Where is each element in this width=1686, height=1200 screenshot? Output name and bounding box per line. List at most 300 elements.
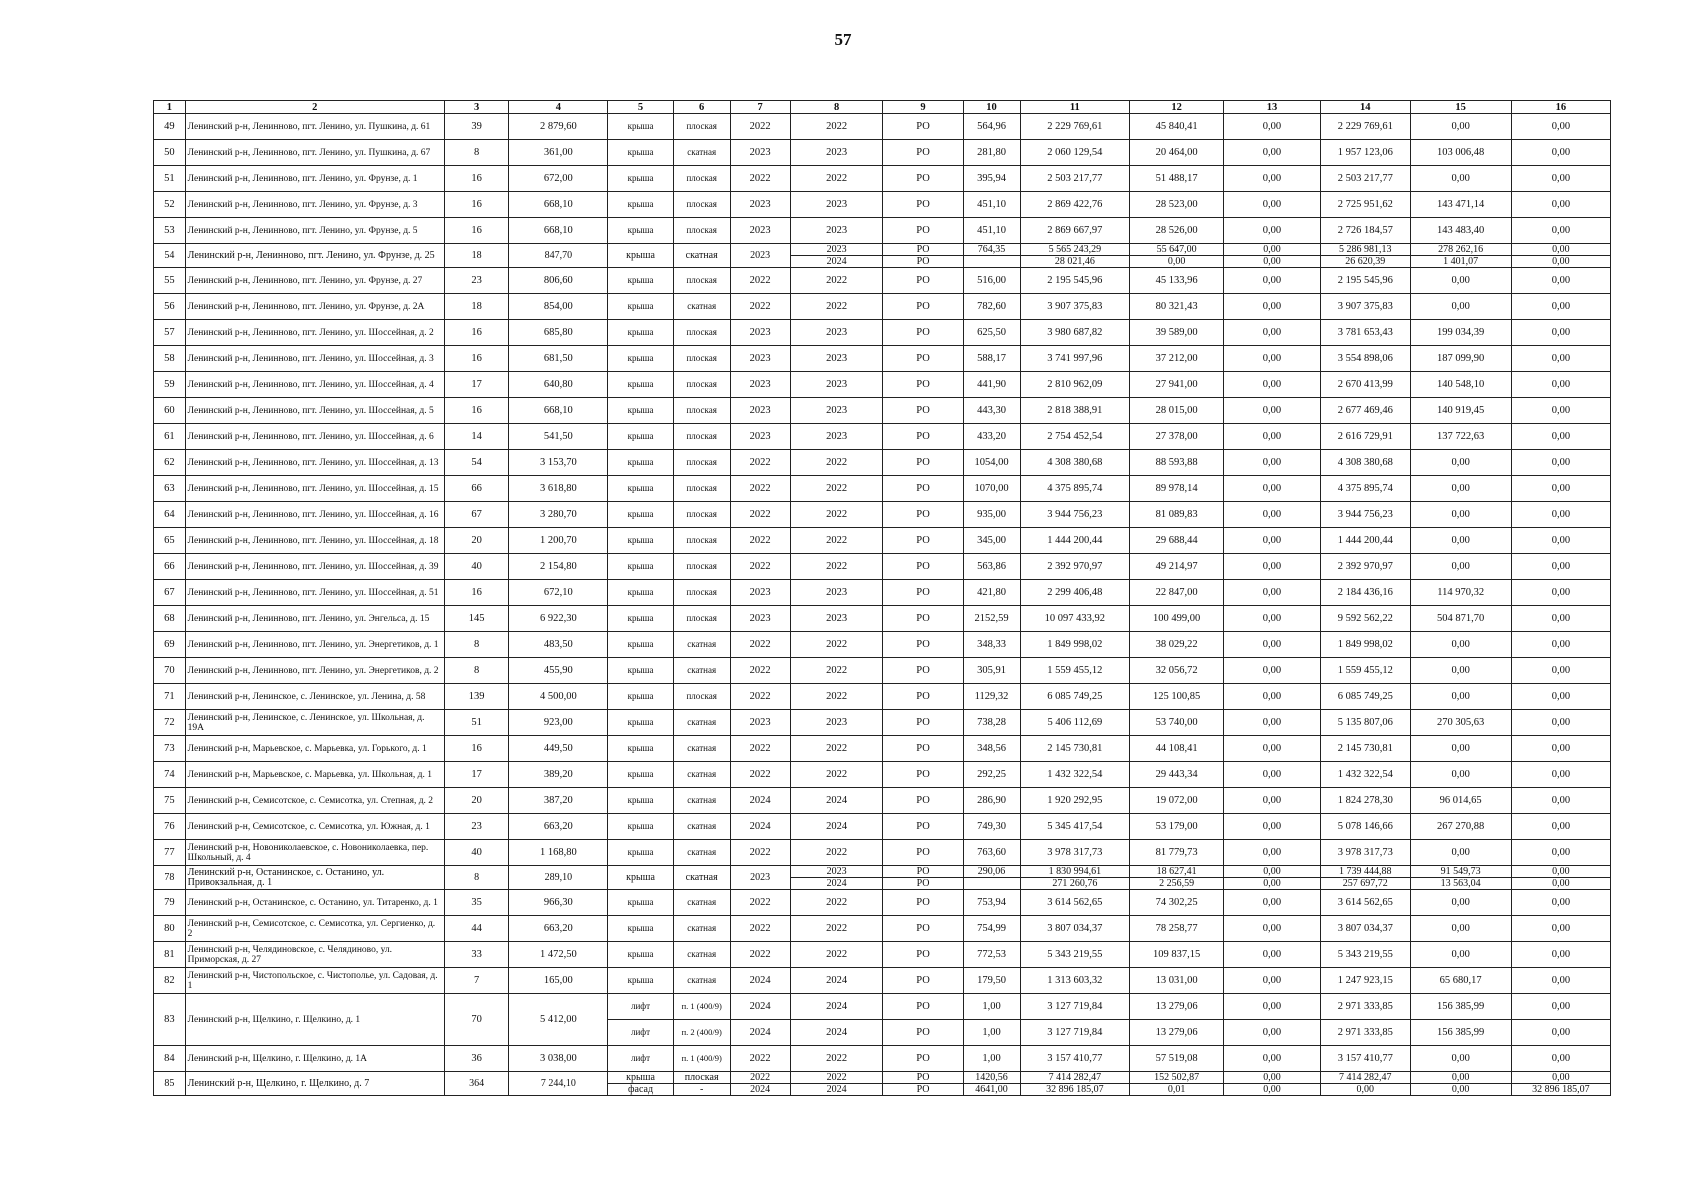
fund-regional: 2 726 184,57 [1320, 218, 1410, 244]
total-cost: 3 807 034,37 [1020, 916, 1130, 942]
fund-federal: 0,00 [1223, 256, 1320, 268]
apartments-count: 16 [444, 580, 508, 606]
start-year: 2022 [730, 294, 790, 320]
volume: 348,33 [963, 632, 1020, 658]
fund-federal: 0,00 [1223, 840, 1320, 866]
fund-local: 156 385,99 [1410, 994, 1511, 1020]
row-number: 57 [154, 320, 186, 346]
fund-local: 0,00 [1410, 632, 1511, 658]
volume: 345,00 [963, 528, 1020, 554]
total-cost: 6 085 749,25 [1020, 684, 1130, 710]
start-year: 2022 [730, 268, 790, 294]
total-cost: 2 818 388,91 [1020, 398, 1130, 424]
table-row [154, 658, 1611, 684]
funding-source: РО [883, 1084, 963, 1096]
cost-per-unit: 13 279,06 [1130, 994, 1224, 1020]
cost-per-unit: 2 256,59 [1130, 878, 1224, 890]
apartments-count: 20 [444, 528, 508, 554]
funding-source: РО [883, 140, 963, 166]
fund-local: 0,00 [1410, 268, 1511, 294]
row-number: 73 [154, 736, 186, 762]
volume: 2152,59 [963, 606, 1020, 632]
address-cell: Ленинский р-н, Ленинново, пгт. Ленино, ул. Шоссейная, д. 3 [185, 346, 444, 372]
roof-type: скатная [673, 890, 730, 916]
work-element: крыша [608, 398, 673, 424]
fund-owners: 0,00 [1511, 788, 1610, 814]
planned-year: 2023 [790, 346, 883, 372]
fund-regional: 2 971 333,85 [1320, 1020, 1410, 1046]
start-year: 2023 [730, 140, 790, 166]
start-year: 2022 [730, 114, 790, 140]
row-number: 49 [154, 114, 186, 140]
fund-local: 187 099,90 [1410, 346, 1511, 372]
cost-per-unit: 19 072,00 [1130, 788, 1224, 814]
funding-source: РО [883, 762, 963, 788]
total-cost: 1 559 455,12 [1020, 658, 1130, 684]
funding-source: РО [883, 256, 963, 268]
address-cell: Ленинский р-н, Ленинново, пгт. Ленино, ул. Пушкина, д. 61 [185, 114, 444, 140]
fund-federal: 0,00 [1223, 788, 1320, 814]
start-year: 2022 [730, 1072, 790, 1084]
work-element: лифт [608, 994, 673, 1020]
table-row [154, 450, 1611, 476]
funding-source: РО [883, 994, 963, 1020]
roof-type: скатная [673, 762, 730, 788]
fund-regional: 5 343 219,55 [1320, 942, 1410, 968]
start-year: 2023 [730, 218, 790, 244]
building-area: 668,10 [509, 192, 608, 218]
roof-type: плоская [673, 268, 730, 294]
apartments-count: 16 [444, 192, 508, 218]
funding-source: РО [883, 788, 963, 814]
planned-year: 2023 [790, 192, 883, 218]
cost-per-unit: 0,01 [1130, 1084, 1224, 1096]
fund-federal: 0,00 [1223, 140, 1320, 166]
volume: 772,53 [963, 942, 1020, 968]
elevator-id: п. 2 (400/9) [673, 1020, 730, 1046]
apartments-count: 17 [444, 372, 508, 398]
work-element: крыша [608, 762, 673, 788]
fund-federal: 0,00 [1223, 1046, 1320, 1072]
work-element: крыша [608, 372, 673, 398]
fund-regional: 257 697,72 [1320, 878, 1410, 890]
fund-local: 0,00 [1410, 916, 1511, 942]
apartments-count: 66 [444, 476, 508, 502]
work-element: крыша [608, 294, 673, 320]
fund-regional: 2 616 729,91 [1320, 424, 1410, 450]
fund-owners: 0,00 [1511, 994, 1610, 1020]
volume: 749,30 [963, 814, 1020, 840]
volume: 443,30 [963, 398, 1020, 424]
start-year: 2022 [730, 840, 790, 866]
address-cell: Ленинский р-н, Новониколаевское, с. Новониколаевка, пер. Школьный, д. 4 [185, 840, 444, 866]
address-cell: Ленинский р-н, Ленинново, пгт. Ленино, ул. Шоссейная, д. 15 [185, 476, 444, 502]
fund-federal: 0,00 [1223, 218, 1320, 244]
fund-regional: 3 907 375,83 [1320, 294, 1410, 320]
cost-per-unit: 53 179,00 [1130, 814, 1224, 840]
start-year: 2022 [730, 528, 790, 554]
total-cost: 2 195 545,96 [1020, 268, 1130, 294]
cost-per-unit: 13 279,06 [1130, 1020, 1224, 1046]
fund-local: 103 006,48 [1410, 140, 1511, 166]
apartments-count: 16 [444, 166, 508, 192]
total-cost: 3 907 375,83 [1020, 294, 1130, 320]
volume: 4641,00 [963, 1084, 1020, 1096]
table-row [154, 192, 1611, 218]
apartments-count: 23 [444, 814, 508, 840]
volume: 292,25 [963, 762, 1020, 788]
volume: 286,90 [963, 788, 1020, 814]
fund-regional: 1 824 278,30 [1320, 788, 1410, 814]
cost-per-unit: 32 056,72 [1130, 658, 1224, 684]
row-number: 55 [154, 268, 186, 294]
fund-owners: 0,00 [1511, 658, 1610, 684]
total-cost: 3 614 562,65 [1020, 890, 1130, 916]
address-cell: Ленинский р-н, Ленинново, пгт. Ленино, ул. Шоссейная, д. 2 [185, 320, 444, 346]
fund-federal: 0,00 [1223, 346, 1320, 372]
planned-year: 2022 [790, 684, 883, 710]
volume: 782,60 [963, 294, 1020, 320]
total-cost: 3 978 317,73 [1020, 840, 1130, 866]
total-cost: 2 229 769,61 [1020, 114, 1130, 140]
funding-source: РО [883, 878, 963, 890]
fund-local: 270 305,63 [1410, 710, 1511, 736]
fund-regional: 3 978 317,73 [1320, 840, 1410, 866]
fund-owners: 0,00 [1511, 192, 1610, 218]
fund-regional: 3 781 653,43 [1320, 320, 1410, 346]
total-cost: 7 414 282,47 [1020, 1072, 1130, 1084]
work-element: крыша [608, 736, 673, 762]
fund-owners: 0,00 [1511, 450, 1610, 476]
table-row [154, 580, 1611, 606]
table-row [154, 762, 1611, 788]
fund-regional: 3 554 898,06 [1320, 346, 1410, 372]
fund-federal: 0,00 [1223, 476, 1320, 502]
fund-regional: 26 620,39 [1320, 256, 1410, 268]
row-number: 79 [154, 890, 186, 916]
start-year: 2022 [730, 736, 790, 762]
planned-year: 2023 [790, 710, 883, 736]
building-area: 3 280,70 [509, 502, 608, 528]
funding-source: РО [883, 424, 963, 450]
fund-owners: 0,00 [1511, 398, 1610, 424]
volume: 348,56 [963, 736, 1020, 762]
column-header-11: 11 [1020, 101, 1130, 114]
planned-year: 2022 [790, 1046, 883, 1072]
table-row [154, 1072, 1611, 1084]
work-element: фасад [608, 1084, 673, 1096]
fund-local: 1 401,07 [1410, 256, 1511, 268]
fund-owners: 0,00 [1511, 372, 1610, 398]
building-area: 923,00 [509, 710, 608, 736]
apartments-count: 16 [444, 218, 508, 244]
volume: 763,60 [963, 840, 1020, 866]
volume [963, 878, 1020, 890]
fund-owners: 0,00 [1511, 684, 1610, 710]
building-area: 3 153,70 [509, 450, 608, 476]
address-cell: Ленинский р-н, Ленинново, пгт. Ленино, ул. Шоссейная, д. 18 [185, 528, 444, 554]
elevator-id: п. 1 (400/9) [673, 1046, 730, 1072]
row-number: 76 [154, 814, 186, 840]
work-element: крыша [608, 840, 673, 866]
table-row [154, 114, 1611, 140]
planned-year: 2022 [790, 450, 883, 476]
start-year: 2024 [730, 994, 790, 1020]
fund-regional: 3 944 756,23 [1320, 502, 1410, 528]
work-element: крыша [608, 710, 673, 736]
volume: 625,50 [963, 320, 1020, 346]
column-header-3: 3 [444, 101, 508, 114]
table-row [154, 942, 1611, 968]
row-number: 75 [154, 788, 186, 814]
work-element: лифт [608, 1020, 673, 1046]
row-number: 80 [154, 916, 186, 942]
planned-year: 2024 [790, 1020, 883, 1046]
cost-per-unit: 80 321,43 [1130, 294, 1224, 320]
fund-owners: 0,00 [1511, 1020, 1610, 1046]
start-year: 2023 [730, 424, 790, 450]
fund-federal: 0,00 [1223, 866, 1320, 878]
fund-federal: 0,00 [1223, 502, 1320, 528]
start-year: 2022 [730, 658, 790, 684]
table-row [154, 528, 1611, 554]
start-year: 2023 [730, 580, 790, 606]
apartments-count: 39 [444, 114, 508, 140]
row-number: 60 [154, 398, 186, 424]
row-number: 62 [154, 450, 186, 476]
work-element: крыша [608, 890, 673, 916]
address-cell: Ленинский р-н, Ленинново, пгт. Ленино, ул. Энергетиков, д. 1 [185, 632, 444, 658]
apartments-count: 8 [444, 866, 508, 890]
planned-year: 2022 [790, 942, 883, 968]
column-header-6: 6 [673, 101, 730, 114]
column-header-12: 12 [1130, 101, 1224, 114]
cost-per-unit: 100 499,00 [1130, 606, 1224, 632]
building-area: 663,20 [509, 916, 608, 942]
fund-regional: 2 229 769,61 [1320, 114, 1410, 140]
fund-local: 278 262,16 [1410, 244, 1511, 256]
start-year: 2024 [730, 968, 790, 994]
building-area: 387,20 [509, 788, 608, 814]
address-cell: Ленинский р-н, Чистопольское, с. Чистополье, ул. Садовая, д. 1 [185, 968, 444, 994]
funding-source: РО [883, 554, 963, 580]
fund-federal: 0,00 [1223, 814, 1320, 840]
fund-federal: 0,00 [1223, 994, 1320, 1020]
register-body [154, 114, 1611, 1096]
start-year: 2023 [730, 398, 790, 424]
fund-owners: 0,00 [1511, 256, 1610, 268]
fund-federal: 0,00 [1223, 606, 1320, 632]
start-year: 2023 [730, 372, 790, 398]
roof-type: скатная [673, 294, 730, 320]
table-row [154, 398, 1611, 424]
planned-year: 2024 [790, 788, 883, 814]
table-row [154, 606, 1611, 632]
fund-local: 143 483,40 [1410, 218, 1511, 244]
cost-per-unit: 27 378,00 [1130, 424, 1224, 450]
total-cost: 2 869 422,76 [1020, 192, 1130, 218]
total-cost: 271 260,76 [1020, 878, 1130, 890]
address-cell: Ленинский р-н, Ленинново, пгт. Ленино, ул. Шоссейная, д. 16 [185, 502, 444, 528]
address-cell: Ленинский р-н, Ленинское, с. Ленинское, ул. Школьная, д. 19А [185, 710, 444, 736]
planned-year: 2022 [790, 736, 883, 762]
roof-type: плоская [673, 218, 730, 244]
planned-year: 2023 [790, 424, 883, 450]
table-row [154, 244, 1611, 256]
planned-year: 2022 [790, 476, 883, 502]
cost-per-unit: 20 464,00 [1130, 140, 1224, 166]
row-number: 78 [154, 866, 186, 890]
fund-owners: 0,00 [1511, 268, 1610, 294]
volume: 1,00 [963, 994, 1020, 1020]
fund-owners: 0,00 [1511, 762, 1610, 788]
fund-regional: 1 957 123,06 [1320, 140, 1410, 166]
volume: 421,80 [963, 580, 1020, 606]
fund-owners: 0,00 [1511, 346, 1610, 372]
building-area: 3 038,00 [509, 1046, 608, 1072]
column-header-9: 9 [883, 101, 963, 114]
start-year: 2024 [730, 814, 790, 840]
fund-owners: 0,00 [1511, 320, 1610, 346]
building-area: 663,20 [509, 814, 608, 840]
work-element: крыша [608, 528, 673, 554]
apartments-count: 23 [444, 268, 508, 294]
work-element: крыша [608, 580, 673, 606]
fund-owners: 0,00 [1511, 114, 1610, 140]
fund-local: 0,00 [1410, 736, 1511, 762]
total-cost: 4 375 895,74 [1020, 476, 1130, 502]
total-cost: 5 565 243,29 [1020, 244, 1130, 256]
column-header-5: 5 [608, 101, 673, 114]
apartments-count: 8 [444, 658, 508, 684]
table-row [154, 890, 1611, 916]
work-element: крыша [608, 1072, 673, 1084]
fund-federal: 0,00 [1223, 968, 1320, 994]
address-cell: Ленинский р-н, Ленинново, пгт. Ленино, ул. Шоссейная, д. 6 [185, 424, 444, 450]
address-cell: Ленинский р-н, Ленинново, пгт. Ленино, ул. Энгельса, д. 15 [185, 606, 444, 632]
roof-type: плоская [673, 424, 730, 450]
total-cost: 3 127 719,84 [1020, 1020, 1130, 1046]
building-area: 1 472,50 [509, 942, 608, 968]
funding-source: РО [883, 166, 963, 192]
work-element: крыша [608, 916, 673, 942]
row-number: 67 [154, 580, 186, 606]
roof-type: - [673, 1084, 730, 1096]
fund-regional: 2 145 730,81 [1320, 736, 1410, 762]
building-area: 455,90 [509, 658, 608, 684]
apartments-count: 14 [444, 424, 508, 450]
start-year: 2024 [730, 788, 790, 814]
fund-local: 140 919,45 [1410, 398, 1511, 424]
planned-year: 2022 [790, 840, 883, 866]
building-area: 361,00 [509, 140, 608, 166]
start-year: 2022 [730, 476, 790, 502]
fund-federal: 0,00 [1223, 320, 1320, 346]
cost-per-unit: 74 302,25 [1130, 890, 1224, 916]
building-area: 541,50 [509, 424, 608, 450]
apartments-count: 36 [444, 1046, 508, 1072]
total-cost: 28 021,46 [1020, 256, 1130, 268]
total-cost: 2 503 217,77 [1020, 166, 1130, 192]
fund-federal: 0,00 [1223, 554, 1320, 580]
start-year: 2023 [730, 710, 790, 736]
volume: 395,94 [963, 166, 1020, 192]
building-area: 681,50 [509, 346, 608, 372]
fund-regional: 0,00 [1320, 1084, 1410, 1096]
total-cost: 3 741 997,96 [1020, 346, 1130, 372]
column-header-10: 10 [963, 101, 1020, 114]
fund-owners: 0,00 [1511, 840, 1610, 866]
funding-source: РО [883, 244, 963, 256]
fund-regional: 1 739 444,88 [1320, 866, 1410, 878]
address-cell: Ленинский р-н, Щелкино, г. Щелкино, д. 7 [185, 1072, 444, 1096]
roof-type: плоская [673, 606, 730, 632]
cost-per-unit: 18 627,41 [1130, 866, 1224, 878]
volume: 935,00 [963, 502, 1020, 528]
apartments-count: 67 [444, 502, 508, 528]
roof-type: скатная [673, 840, 730, 866]
planned-year: 2022 [790, 632, 883, 658]
roof-type: скатная [673, 916, 730, 942]
volume: 1,00 [963, 1046, 1020, 1072]
fund-local: 140 548,10 [1410, 372, 1511, 398]
funding-source: РО [883, 294, 963, 320]
address-cell: Ленинский р-н, Ленинново, пгт. Ленино, ул. Фрунзе, д. 5 [185, 218, 444, 244]
fund-regional: 5 078 146,66 [1320, 814, 1410, 840]
fund-local: 0,00 [1410, 1046, 1511, 1072]
work-element: крыша [608, 968, 673, 994]
planned-year: 2023 [790, 372, 883, 398]
apartments-count: 8 [444, 632, 508, 658]
fund-regional: 3 614 562,65 [1320, 890, 1410, 916]
planned-year: 2023 [790, 606, 883, 632]
building-area: 389,20 [509, 762, 608, 788]
planned-year: 2022 [790, 114, 883, 140]
building-area: 483,50 [509, 632, 608, 658]
cost-per-unit: 51 488,17 [1130, 166, 1224, 192]
column-header-15: 15 [1410, 101, 1511, 114]
start-year: 2022 [730, 554, 790, 580]
total-cost: 32 896 185,07 [1020, 1084, 1130, 1096]
funding-source: РО [883, 192, 963, 218]
total-cost: 2 060 129,54 [1020, 140, 1130, 166]
fund-local: 0,00 [1410, 1072, 1511, 1084]
column-header-7: 7 [730, 101, 790, 114]
fund-federal: 0,00 [1223, 580, 1320, 606]
table-row [154, 372, 1611, 398]
funding-source: РО [883, 450, 963, 476]
row-number: 51 [154, 166, 186, 192]
address-cell: Ленинский р-н, Щелкино, г. Щелкино, д. 1 [185, 994, 444, 1046]
fund-regional: 2 677 469,46 [1320, 398, 1410, 424]
fund-federal: 0,00 [1223, 762, 1320, 788]
roof-type: скатная [673, 710, 730, 736]
fund-owners: 0,00 [1511, 218, 1610, 244]
fund-regional: 2 670 413,99 [1320, 372, 1410, 398]
planned-year: 2024 [790, 814, 883, 840]
building-area: 2 154,80 [509, 554, 608, 580]
building-area: 640,80 [509, 372, 608, 398]
total-cost: 3 980 687,82 [1020, 320, 1130, 346]
fund-local: 0,00 [1410, 1084, 1511, 1096]
row-number: 74 [154, 762, 186, 788]
roof-type: плоская [673, 192, 730, 218]
fund-owners: 0,00 [1511, 968, 1610, 994]
apartments-count: 16 [444, 346, 508, 372]
roof-type: плоская [673, 346, 730, 372]
page-number: 57 [834, 30, 852, 49]
work-element: крыша [608, 554, 673, 580]
